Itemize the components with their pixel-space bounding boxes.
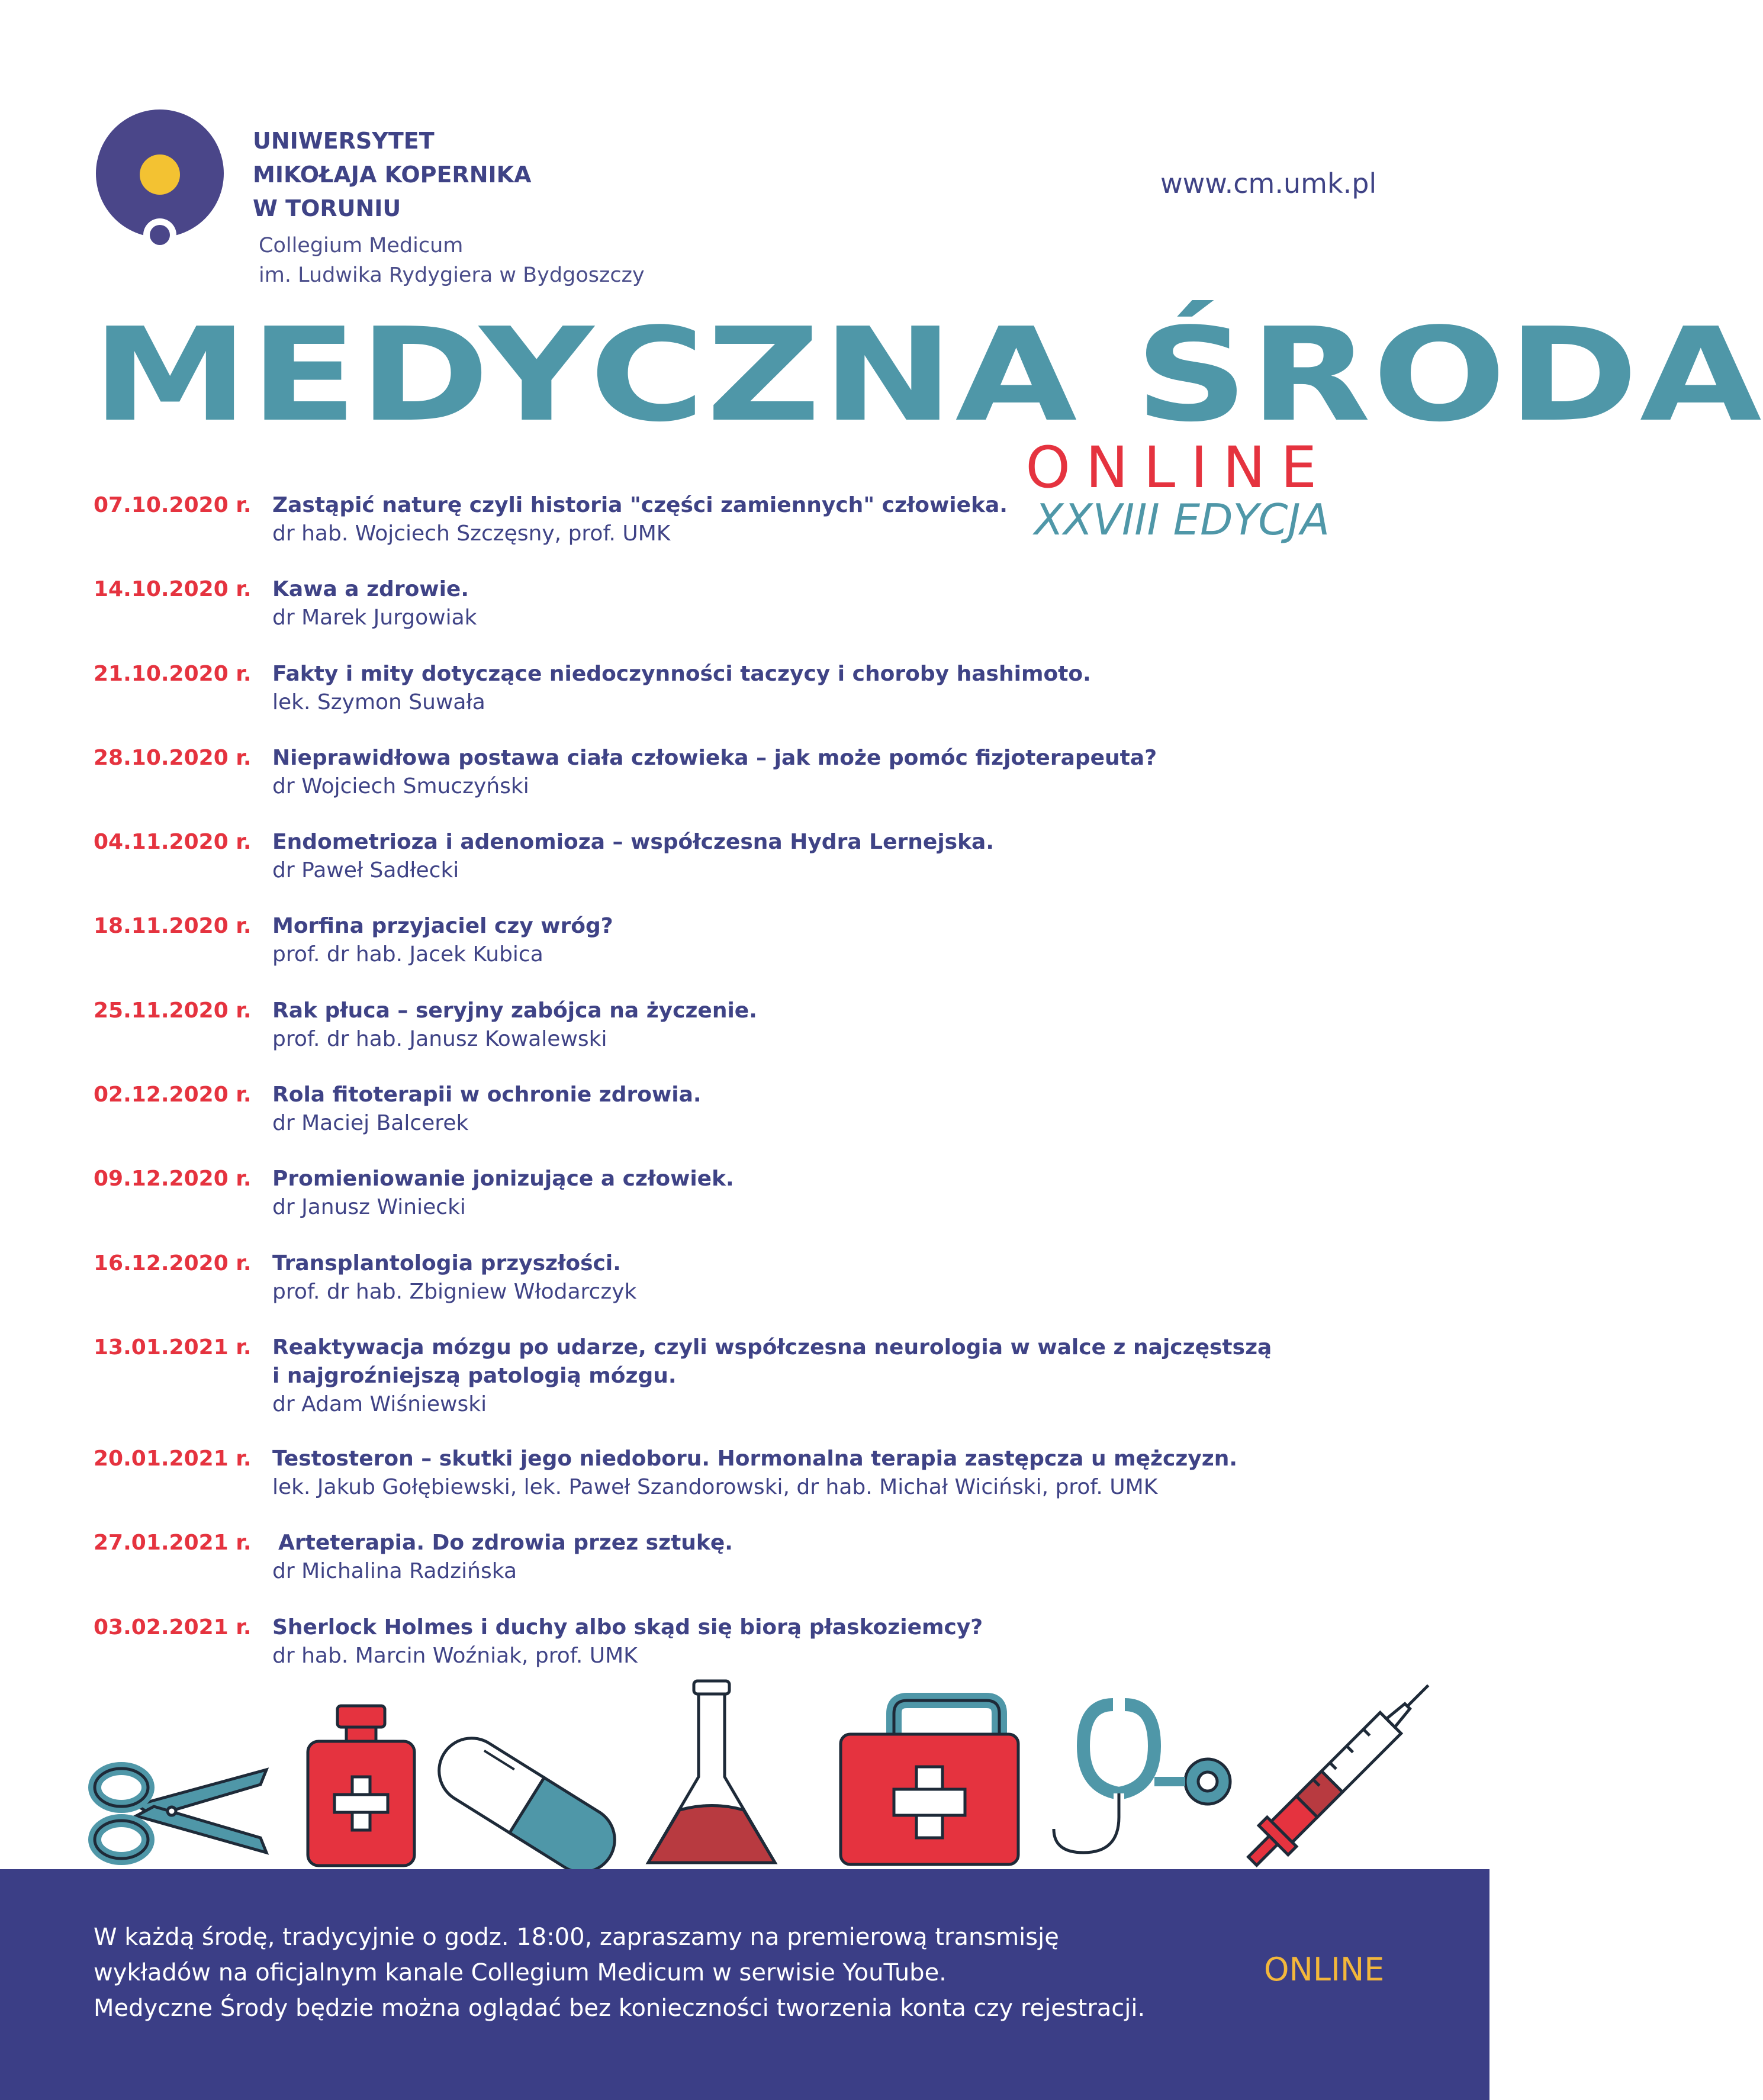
event-date: 27.01.2021 r. [94,1531,252,1555]
umk-logo [95,109,225,252]
list-item [94,1334,1396,1445]
stethoscope-icon [1054,1705,1230,1853]
college-name [259,231,645,290]
event-date: 02.12.2020 r. [94,1083,252,1107]
website-link[interactable]: www.cm.umk.pl [1160,168,1377,199]
footer-banner [0,1869,1489,2100]
university-name-line: UNIWERSYTET [253,128,435,154]
event-speaker: dr hab. Marcin Woźniak, prof. UMK [272,1643,638,1668]
list-item [94,744,1396,828]
event-title: Promieniowanie jonizujące a człowiek. [272,1167,734,1191]
event-speaker: dr Adam Wiśniewski [272,1392,487,1416]
first-aid-kit-icon [841,1700,1018,1864]
event-title: Endometrioza i adenomioza – współczesna Hydra Lernejska. [272,830,994,855]
event-speaker: dr Michalina Radzińska [272,1559,517,1584]
list-item [94,1249,1396,1334]
event-date: 14.10.2020 r. [94,577,252,602]
page-title: MEDYCZNA ŚRODA [92,301,1763,450]
event-date: 28.10.2020 r. [94,745,252,770]
scissors-icon [95,1769,266,1859]
footer-online-label: ONLINE [1264,1951,1385,1988]
footer-text [94,1919,1145,2026]
event-title: Zastąpić naturę czyli historia "części zamiennych" człowieka. [272,493,1008,517]
event-speaker: dr Maciej Balcerek [272,1111,469,1136]
event-speaker: prof. dr hab. Janusz Kowalewski [272,1026,607,1051]
event-title: Testosteron – skutki jego niedoboru. Hormonalna terapia zastępcza u mężczyzn. [272,1446,1238,1471]
list-item [94,1529,1396,1613]
event-date: 21.10.2020 r. [94,661,252,686]
event-date: 13.01.2021 r. [94,1335,252,1360]
pill-capsule-icon [427,1726,627,1885]
flask-icon [648,1681,775,1863]
event-title: Kawa a zdrowie. [272,577,469,602]
event-title: Arteterapia. Do zdrowia przez sztukę. [278,1531,733,1555]
college-name-line: im. Ludwika Rydygiera w Bydgoszczy [259,263,645,287]
event-title: Rak płuca – seryjny zabójca na życzenie. [272,998,757,1023]
event-speaker: prof. dr hab. Jacek Kubica [272,942,543,967]
college-name-line: Collegium Medicum [259,234,464,257]
event-date: 20.01.2021 r. [94,1446,252,1471]
edition-label: XXVIII EDYCJA [1034,495,1330,545]
list-item [94,660,1396,744]
event-speaker: lek. Jakub Gołębiewski, lek. Paweł Szandorowski, dr hab. Michał Wiciński, prof. UMK [272,1474,1158,1499]
footer-line: Medyczne Środy będzie można oglądać bez konieczności tworzenia konta czy rejestracji. [94,1995,1146,2022]
list-item [94,1165,1396,1249]
event-title: Transplantologia przyszłości. [272,1251,621,1276]
event-date: 25.11.2020 r. [94,998,252,1023]
event-date: 18.11.2020 r. [94,914,252,939]
event-title: Reaktywacja mózgu po udarze, czyli współczesna neurologia w walce z najczęstszą [272,1335,1272,1360]
event-title-continued: i najgroźniejszą patologią mózgu. [272,1363,677,1388]
university-name [253,124,532,226]
footer-line: wykładów na oficjalnym kanale Collegium Medicum w serwisie YouTube. [94,1959,947,1986]
footer-line: W każdą środę, tradycyjnie o godz. 18:00, zapraszamy na premierową transmisję [94,1924,1059,1951]
event-speaker: dr hab. Wojciech Szczęsny, prof. UMK [272,521,671,546]
event-title: Morfina przyjaciel czy wróg? [272,914,613,939]
university-name-line: W TORUNIU [253,195,401,221]
event-speaker: prof. dr hab. Zbigniew Włodarczyk [272,1279,637,1304]
event-title: Nieprawidłowa postawa ciała człowieka – jak może pomóc fizjoterapeuta? [272,745,1157,770]
event-date: 07.10.2020 r. [94,493,252,517]
event-date: 09.12.2020 r. [94,1167,252,1191]
list-item [94,997,1396,1081]
event-title: Rola fitoterapii w ochronie zdrowia. [272,1083,702,1107]
list-item [94,1445,1396,1529]
syringe-icon [1238,1671,1443,1876]
list-item [94,1081,1396,1165]
list-item [94,491,1396,575]
university-name-line: MIKOŁAJA KOPERNIKA [253,162,532,188]
event-title: Fakty i mity dotyczące niedoczynności taczycy i choroby hashimoto. [272,661,1091,686]
medical-icons [0,1675,1489,1870]
event-date: 03.02.2021 r. [94,1615,252,1640]
online-label: ONLINE [1025,434,1332,501]
event-speaker: dr Marek Jurgowiak [272,605,477,630]
event-date: 04.11.2020 r. [94,830,252,855]
lecture-schedule [94,491,1396,1698]
list-item [94,828,1396,912]
event-speaker: dr Janusz Winiecki [272,1195,466,1220]
list-item [94,912,1396,996]
event-speaker: lek. Szymon Suwała [272,690,485,714]
event-title: Sherlock Holmes i duchy albo skąd się biorą płaskoziemcy? [272,1615,983,1640]
list-item [94,575,1396,659]
medicine-bottle-icon [308,1706,414,1866]
event-date: 16.12.2020 r. [94,1251,252,1276]
event-speaker: dr Wojciech Smuczyński [272,774,529,798]
event-speaker: dr Paweł Sadłecki [272,858,459,883]
